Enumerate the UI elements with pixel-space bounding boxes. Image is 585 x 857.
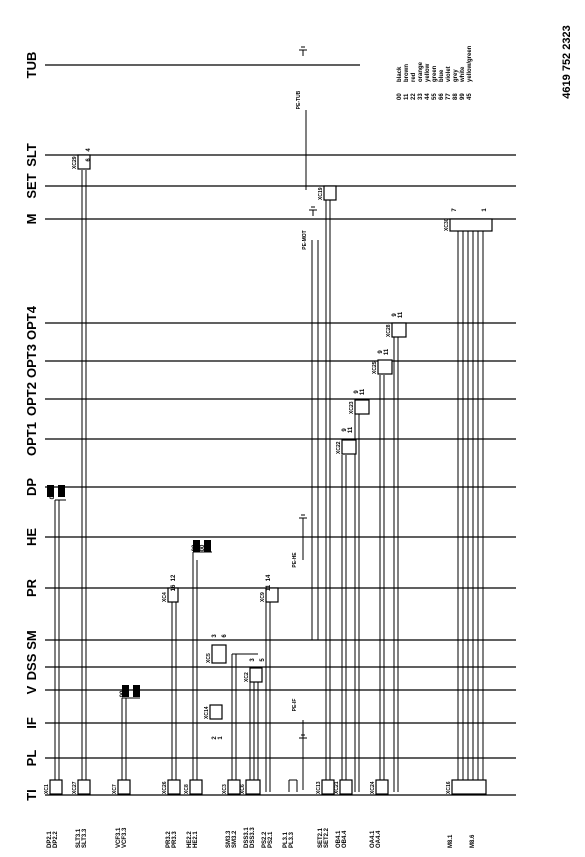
connector-id: XC9 [260, 592, 266, 602]
legend-color-name: white [460, 66, 466, 82]
wire-code: 00 [120, 690, 126, 698]
wire-code: 11 [266, 584, 272, 592]
connector-id: XC24 [370, 781, 376, 794]
wire-code: 16 [171, 584, 177, 592]
wire-code: 00 [200, 544, 206, 552]
connector-id: XC3 [222, 784, 228, 794]
connector-id: XC8 [184, 784, 190, 794]
connector-id: XC7 [112, 784, 118, 794]
connector-id: XC6 [240, 784, 246, 794]
connector-id: XC4 [162, 592, 168, 602]
connector-block [50, 780, 62, 794]
connector-id: XC23 [349, 401, 355, 414]
legend-code: 00 [397, 93, 403, 100]
wire-code: 11 [360, 388, 366, 396]
connector-id: XC21 [334, 781, 340, 794]
bus-label-opt3: OPT3 [24, 344, 39, 378]
connector-block [118, 780, 130, 794]
bus-label-set: SET [24, 173, 39, 199]
wire-code: 11 [348, 426, 354, 434]
terminal-label: PR3.2 [166, 831, 172, 848]
bus-label-m: M [24, 213, 39, 225]
terminal-label: DP2.1 [47, 831, 53, 848]
legend-color-name: yellow/green [467, 45, 473, 82]
legend-code: 44 [425, 93, 431, 100]
terminal-label: SM3.2 [232, 830, 238, 848]
wire-code: 12 [171, 574, 177, 582]
connector-id: XC5 [206, 653, 212, 663]
connector-block [450, 219, 492, 231]
terminal-label: OB4.1 [336, 830, 342, 848]
connector-block [250, 668, 262, 682]
bus-label-sm: SM [24, 630, 39, 650]
legend-color-name: green [432, 65, 438, 82]
bus-label-ti: TI [24, 789, 39, 801]
terminal-label: HE2.2 [187, 831, 193, 848]
terminal-label: SET2.1 [318, 827, 324, 848]
terminal-label: PL3.3 [289, 831, 295, 848]
connector-id: XC25 [372, 361, 378, 374]
connector-block [228, 780, 240, 794]
connector-block [322, 780, 334, 794]
terminal-label: M8.6 [470, 834, 476, 848]
wire-code: 9 [378, 350, 384, 354]
connector-block [190, 780, 202, 794]
terminal-label: DSS3.1 [244, 827, 250, 848]
connector-block [78, 780, 90, 794]
wire-code: 7 [452, 208, 458, 212]
connector-id: XC30 [444, 218, 450, 231]
connector-block [355, 400, 369, 414]
wire-code: 11 [398, 311, 404, 319]
wire-code: 00 [192, 544, 198, 552]
terminal-label: DP2.2 [53, 831, 59, 848]
ground-label: PE-TUB [296, 90, 302, 110]
rotated-labels [24, 25, 573, 848]
wire-code: 5 [260, 658, 266, 662]
wire-code: 2 [212, 736, 218, 740]
legend-code: 45 [467, 93, 473, 100]
ground-label: PE-HE [292, 552, 298, 568]
connector-block [342, 440, 356, 454]
legend-color-name: blue [439, 69, 445, 82]
bus-label-v: V [24, 685, 39, 695]
connector-id: XC27 [72, 781, 78, 794]
wire-code: 00 [50, 492, 56, 500]
connector-block [246, 780, 260, 794]
legend-color-name: grey [453, 69, 459, 82]
legend-code: 66 [439, 93, 445, 100]
legend-code: 77 [446, 93, 452, 100]
connector-id: XC29 [72, 156, 78, 169]
connector-block [168, 780, 180, 794]
connector-id: XC26 [162, 781, 168, 794]
terminal-label: SET2.2 [324, 827, 330, 848]
connector-id: XC22 [336, 441, 342, 454]
legend-code: 99 [460, 93, 466, 100]
bus-label-opt4: OPT4 [24, 306, 39, 340]
connector-block [392, 323, 406, 337]
connector-id: XC1 [44, 784, 50, 794]
bus-label-he: HE [24, 527, 39, 547]
bus-label-pr: PR [24, 578, 39, 598]
connector-id: XC19 [318, 187, 324, 200]
connector-block [324, 186, 336, 200]
document-number: 4619 752 2323 [561, 25, 573, 99]
legend-color-name: yellow [425, 63, 431, 82]
connector-id: XC2 [244, 672, 250, 682]
bus-label-pl: PL [24, 749, 39, 767]
ground-icon [299, 515, 307, 524]
connector-block [376, 780, 388, 794]
connector-block [210, 705, 222, 719]
bus-label-if: IF [24, 717, 39, 729]
wire-code: 4 [86, 148, 92, 152]
terminal-label: PR3.3 [172, 831, 178, 848]
bus-label-dss: DSS [24, 653, 39, 681]
wire-code: 14 [266, 574, 272, 582]
terminal-label: OB4.4 [342, 830, 348, 848]
ground-label: PE-MOT [302, 230, 308, 250]
legend-color-name: brown [404, 64, 410, 82]
bus-lines [45, 65, 516, 795]
terminal-label: OA4.1 [370, 830, 376, 848]
connector-block [378, 360, 392, 374]
ground-label: PE-IF [292, 698, 298, 712]
wire-code: 6 [86, 158, 92, 162]
bus-label-tub: TUB [24, 51, 39, 79]
legend-color-name: orange [418, 61, 424, 82]
wire-code: 9 [392, 313, 398, 317]
bus-label-slt: SLT [24, 143, 39, 167]
connector-id: XC16 [446, 781, 452, 794]
plug-block [133, 685, 140, 697]
connector-id: XC14 [204, 706, 210, 719]
terminal-label: SLT3.3 [82, 828, 88, 848]
legend-code: 88 [453, 93, 459, 100]
terminal-label: SLT3.1 [76, 828, 82, 848]
wire-code: 3 [250, 658, 256, 662]
terminal-label: PS2.2 [262, 831, 268, 848]
terminal-label: OA4.4 [376, 830, 382, 848]
connector-block [452, 780, 486, 794]
bus-label-opt2: OPT2 [24, 382, 39, 416]
terminal-label: PL3.1 [283, 831, 289, 848]
bus-label-dp: DP [24, 477, 39, 497]
connector-id: XC28 [386, 324, 392, 337]
terminal-label: VCF3.1 [116, 827, 122, 848]
connector-block [340, 780, 352, 794]
wire-code: 9 [354, 390, 360, 394]
ground-icon [309, 207, 317, 216]
legend-code: 22 [411, 93, 417, 100]
terminal-label: M8.1 [448, 834, 454, 848]
bus-label-opt1: OPT1 [24, 422, 39, 456]
legend-code: 33 [418, 93, 424, 100]
terminal-label: HE2.1 [193, 831, 199, 848]
wire-code: 11 [384, 348, 390, 356]
plug-block [58, 485, 65, 497]
terminal-label: PS2.1 [268, 831, 274, 848]
wire-code: 1 [218, 736, 224, 740]
ground-icon [299, 47, 307, 56]
legend-code: 11 [404, 93, 410, 100]
wire-code: 1 [482, 208, 488, 212]
wire-code: 3 [212, 634, 218, 638]
legend-color-name: violet [446, 66, 452, 82]
terminal-label: DSS3.3 [250, 827, 256, 848]
connector-id: XC13 [316, 781, 322, 794]
legend-color-name: red [411, 72, 417, 82]
legend-color-name: black [397, 66, 403, 82]
wire-code: 6 [222, 634, 228, 638]
terminal-label: VCF3.3 [122, 827, 128, 848]
legend-code: 55 [432, 93, 438, 100]
terminal-label: SM3.3 [226, 830, 232, 848]
wire-code: 9 [342, 428, 348, 432]
connector-block [212, 645, 226, 663]
